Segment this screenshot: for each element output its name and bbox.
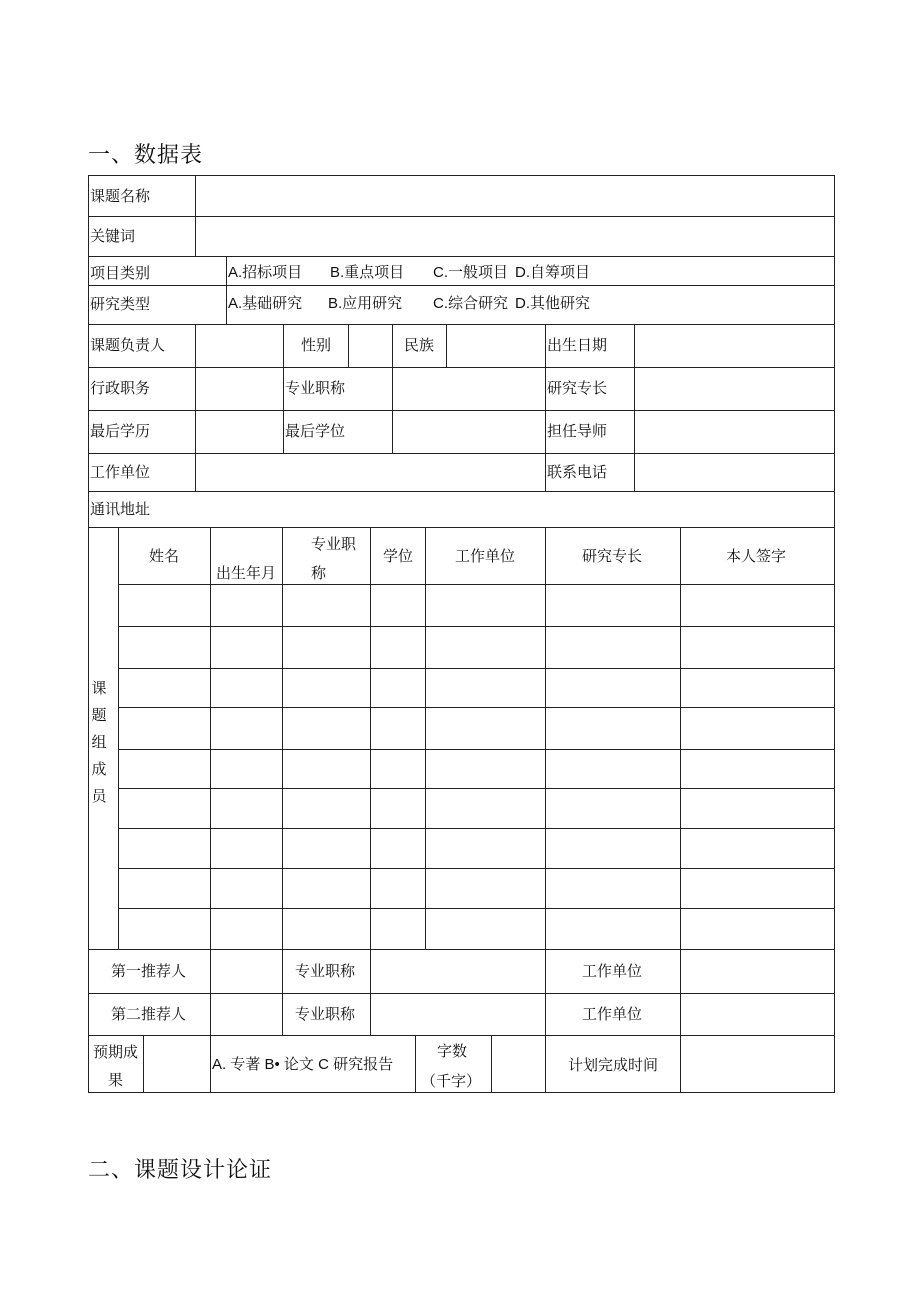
address-label: 通讯地址	[90, 500, 151, 518]
referee1-label: 第一推荐人	[111, 962, 187, 980]
topic-name-field[interactable]	[196, 176, 834, 216]
keywords-label: 关键词	[90, 227, 136, 245]
data-table-form	[88, 175, 835, 1093]
group-header-name: 姓名	[149, 547, 180, 565]
group-header-title-line1: 专业职	[311, 535, 357, 553]
topic-name-label: 课题名称	[90, 187, 151, 205]
professional-title-label: 专业职称	[285, 379, 346, 397]
keywords-field[interactable]	[196, 217, 834, 256]
project-category-option-b[interactable]: B.重点项目	[330, 264, 405, 281]
research-type-label: 研究类型	[90, 295, 151, 313]
outcome-label-line1: 预期成	[93, 1043, 139, 1061]
last-education-label: 最后学历	[90, 422, 151, 440]
research-type-option-d[interactable]: D.其他研究	[515, 295, 591, 312]
project-category-option-a[interactable]: A.招标项目	[228, 264, 303, 281]
referee2-unit-label: 工作单位	[582, 1005, 643, 1023]
project-category-option-d[interactable]: D.自筹项目	[515, 264, 591, 281]
referee1-unit-label: 工作单位	[582, 962, 643, 980]
group-header-signature: 本人签字	[726, 547, 787, 565]
research-specialty-label: 研究专长	[547, 379, 608, 397]
outcome-label-line2: 果	[108, 1071, 124, 1089]
work-unit-label: 工作单位	[90, 463, 151, 481]
section-title-design-argument: 二、课题设计论证	[88, 1158, 273, 1183]
group-header-birth: 出生年月	[216, 564, 277, 582]
word-count-label-line2: （千字）	[421, 1072, 482, 1090]
research-type-option-a[interactable]: A.基础研究	[228, 295, 303, 312]
referee1-title-label: 专业职称	[295, 962, 356, 980]
referee2-title-label: 专业职称	[295, 1005, 356, 1023]
group-members-label: 课 题 组 成 员	[91, 679, 107, 805]
ethnicity-label: 民族	[404, 336, 435, 354]
planned-completion-label: 计划完成时间	[568, 1056, 659, 1074]
birth-date-label: 出生日期	[547, 336, 608, 354]
research-type-option-b[interactable]: B.应用研究	[328, 295, 403, 312]
research-type-option-c[interactable]: C.综合研究	[433, 295, 509, 312]
project-category-option-c[interactable]: C.一般项目	[433, 264, 509, 281]
gender-label: 性别	[301, 336, 332, 354]
group-header-degree: 学位	[383, 547, 414, 565]
word-count-label-line1: 字数	[437, 1042, 468, 1060]
project-category-label: 项目类别	[90, 264, 151, 282]
section-title-data-table: 一、数据表	[88, 143, 204, 168]
supervisor-label: 担任导师	[547, 422, 608, 440]
referee2-label: 第二推荐人	[111, 1005, 187, 1023]
admin-post-label: 行政职务	[90, 379, 151, 397]
phone-label: 联系电话	[547, 463, 608, 481]
leader-label: 课题负责人	[90, 336, 166, 354]
group-header-title-line2: 称	[311, 564, 327, 582]
group-header-unit: 工作单位	[455, 547, 516, 565]
last-degree-label: 最后学位	[285, 422, 346, 440]
outcome-options[interactable]: A. 专著 B• 论文 C 研究报告	[212, 1056, 394, 1073]
group-header-specialty: 研究专长	[582, 547, 643, 565]
